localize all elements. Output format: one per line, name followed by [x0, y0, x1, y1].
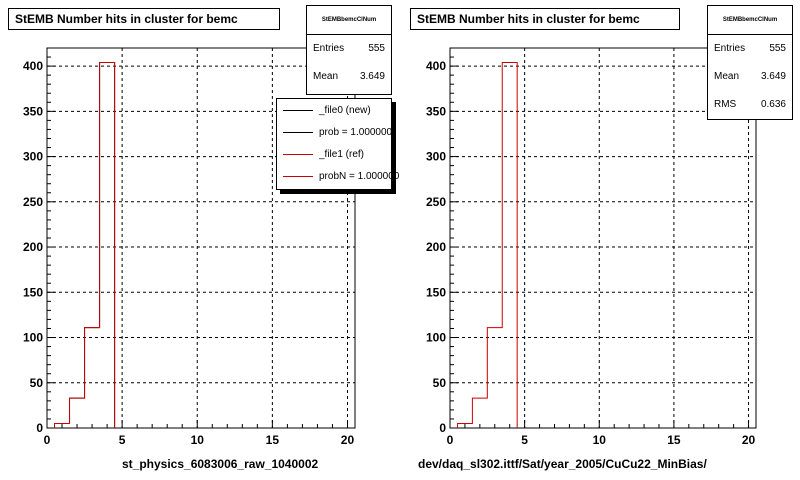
y-tick-label-left-5: 250 [22, 194, 43, 209]
y-tick-label-left-0: 0 [36, 421, 43, 435]
x-tick-label-left-4: 20 [340, 433, 355, 447]
x-axis-label-right: dev/daq_sl302.ittf/Sat/year_2005/CuCu22_MinBias/ [418, 457, 707, 471]
legend-entry-probn [277, 165, 400, 187]
y-tick-label-right-2: 100 [425, 330, 446, 345]
y-tick-label-right-1: 50 [432, 375, 446, 390]
y-tick-label-left-6: 300 [22, 149, 43, 164]
x-tick-label-right-2: 10 [592, 433, 606, 447]
stats-entries-label-left: Entries [313, 43, 345, 54]
y-tick-label-left-2: 100 [22, 330, 43, 345]
legend-entry-new [277, 99, 391, 121]
stats-entries-value-right: 555 [769, 43, 786, 54]
x-tick-label-right-4: 20 [741, 433, 756, 447]
stats-mean-value-right: 3.649 [760, 71, 786, 82]
stats-mean-row-right [708, 63, 792, 91]
y-tick-label-right-6: 300 [425, 149, 446, 164]
y-tick-label-left-7: 350 [22, 104, 43, 119]
y-tick-label-right-5: 250 [425, 194, 446, 209]
stats-mean-label-left: Mean [313, 71, 339, 82]
x-tick-label-left-0: 0 [43, 433, 51, 447]
stats-mean-row-left [307, 63, 391, 91]
chart-title-left-text: StEMB Number hits in cluster for bemc [15, 12, 238, 26]
y-tick-label-left-8: 400 [22, 59, 43, 74]
chart-title-right [410, 8, 680, 30]
legend-label-ref: _file1 (ref) [319, 148, 365, 160]
stats-rms-row-right [708, 91, 792, 119]
x-tick-label-right-1: 5 [521, 433, 528, 447]
x-tick-label-right-3: 15 [667, 433, 681, 447]
stats-mean-value-left: 3.649 [359, 71, 385, 82]
y-tick-label-right-7: 350 [425, 104, 446, 119]
stats-box-right [707, 5, 793, 120]
stats-rms-label-right: RMS [714, 99, 737, 110]
stats-entries-row-right [708, 35, 792, 63]
y-tick-label-right-8: 400 [425, 59, 446, 74]
legend-entry-ref [277, 143, 391, 165]
x-tick-label-left-1: 5 [118, 433, 126, 447]
legend-label-prob: prob = 1.000000 [319, 126, 393, 138]
stats-entries-value-left: 555 [368, 43, 385, 54]
legend-entry-prob [277, 121, 391, 143]
y-tick-label-left-1: 50 [29, 375, 43, 390]
y-tick-label-right-4: 200 [425, 240, 446, 255]
stats-entries-label-right: Entries [714, 43, 746, 54]
x-tick-label-left-2: 10 [190, 433, 204, 447]
x-tick-label-right-0: 0 [446, 433, 454, 447]
legend-label-new: _file0 (new) [319, 104, 371, 116]
stats-rms-value-right: 0.636 [760, 99, 786, 110]
y-tick-label-right-3: 150 [425, 285, 446, 300]
stats-name-left: StEMBbemcClNum [307, 6, 391, 35]
stats-entries-row-left [307, 35, 391, 63]
legend-line-black-2 [283, 132, 313, 133]
legend-left [276, 98, 400, 190]
stats-mean-label-right: Mean [714, 71, 740, 82]
x-axis-label-left: st_physics_6083006_raw_1040002 [122, 457, 319, 471]
stats-box-left [306, 5, 392, 95]
stats-name-right: StEMBbemcClNum [708, 6, 792, 35]
x-tick-label-left-3: 15 [265, 433, 280, 447]
y-tick-label-left-3: 150 [22, 285, 43, 300]
y-tick-label-left-4: 200 [22, 240, 43, 255]
legend-line-red-2 [283, 176, 313, 177]
chart-title-left [8, 8, 280, 30]
legend-line-red-1 [283, 154, 313, 155]
y-tick-label-right-0: 0 [439, 421, 446, 435]
chart-title-right-text: StEMB Number hits in cluster for bemc [417, 12, 640, 26]
legend-line-black-1 [283, 110, 313, 111]
legend-label-probn: probN = 1.000000 [319, 170, 400, 182]
